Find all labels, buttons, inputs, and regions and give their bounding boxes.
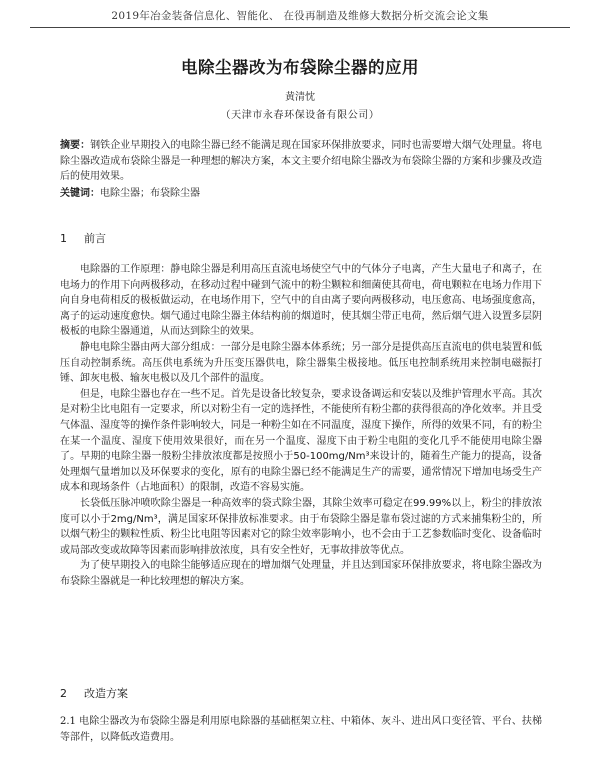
paragraph: 静电电除尘器由两大部分组成：一部分是电除尘器本体系统；另一部分是提供高压直流电的供电装置和低压自动控制系统。高压供电系统为升压变压器供电，除尘器集尘极接地。低压电控制系统用来控制电磁振打锤、卸灰电极、输灰电极以及几个部件的温度。 (60, 341, 542, 385)
paragraph: 长袋低压脉冲喷吹除尘器是一种高效率的袋式除尘器，其除尘效率可稳定在99.99%以上，粉尘的排放浓度可以小于2mg/Nm³，满足国家环保排放标准要求。由于布袋除尘器是靠布袋过滤的方式来捕集粉尘的，所以烟气粉尘的颗粒性质、粉尘比电阻等因素对它的除尘效率影响小，也不会由于工艺参数临时变化、设备临时或局部改变或故障等因素而影响排放浓度，具有安全性好，无事故排放等优点。 (60, 497, 542, 556)
abstract (60, 138, 542, 185)
section-title: 改造方案 (84, 687, 128, 700)
abstract-label: 摘要： (60, 140, 91, 151)
running-header: 2019年冶金装备信息化、智能化、 在役再制造及维修大数据分析交流会论文集 (111, 10, 489, 22)
abstract-text: 钢铁企业早期投入的电除尘器已经不能满足现在国家环保排放要求，同时也需要增大烟气处理量。将电除尘器改造成布袋除尘器是一种理想的解决方案，本文主要介绍电除尘器改为布袋除尘器的方案和步骤及改造后的使用效果。 (60, 140, 543, 182)
section-heading-introduction (60, 230, 106, 246)
keywords-text: 电除尘器；布袋除尘器 (100, 188, 200, 199)
paragraph: 但是，电除尘器也存在一些不足。首先是设备比较复杂，要求设备调运和安装以及维护管理水平高。其次是对粉尘比电阻有一定要求，所以对粉尘有一定的选择性，不能使所有粉尘都的获得很高的净化效率。并且受气体温、湿度等的操作条件影响较大，同是一种粉尘如在不同温度，湿度下操作，所得的效果不同，有的粉尘在某一个温度、湿度下使用效果很好，而在另一个温度、湿度下由于粉尘电阻的变化几乎不能使用电除尘器了。早期的电除尘器一般粉尘排放浓度都是按照小于50-100mg/Nm³来设计的，随着生产能力的提高，设备处理烟气量增加以及环保要求的变化，原有的电除尘器已经不能满足生产的需要，通常情况下增加电场受生产成本和现场条件（占地面积）的限制，改造不容易实施。 (60, 388, 542, 494)
paper-title: 电除尘器改为布袋除尘器的应用 (181, 58, 419, 77)
header-rule (30, 27, 570, 28)
paragraph: 为了使早期投入的电除尘能够适应现在的增加烟气处理量，并且达到国家环保排放要求，将电除尘器改为布袋除尘器就是一种比较理想的解决方案。 (60, 560, 542, 587)
keywords (60, 186, 542, 202)
section-title: 前言 (84, 232, 106, 245)
paragraph: 电除器的工作原理：静电除尘器是利用高压直流电场使空气中的气体分子电离，产生大量电子和离子，在电场力的作用下向两极移动，在移动过程中碰到气流中的粉尘颗粒和细菌使其荷电，荷电颗粒在电场力作用下向自身电荷相反的极板做运动，在电场作用下，空气中的自由离子要向两极移动，电压愈高、电场强度愈高，离子的运动速度愈快。烟气通过电除尘器主体结构前的烟道时，使其烟尘带正电荷，然后烟气进入设置多层阴极板的电除尘器通道，从而达到除尘的效果。 (60, 264, 542, 338)
keywords-label: 关键词： (60, 188, 100, 199)
author-name: 黄清忱 (285, 92, 315, 103)
section-number: 1 (60, 232, 67, 245)
author-affiliation: （天津市永春环保设备有限公司） (220, 110, 380, 121)
section-number: 2 (60, 687, 67, 700)
section-body-introduction (60, 262, 542, 589)
subsection-paragraph: 2.1 电除尘器改为布袋除尘器是利用原电除器的基础框架立柱、中箱体、灰斗、进出风口变径管、平台、扶梯等部件，以降低改造费用。 (60, 716, 542, 743)
section-heading-plan (60, 685, 128, 701)
